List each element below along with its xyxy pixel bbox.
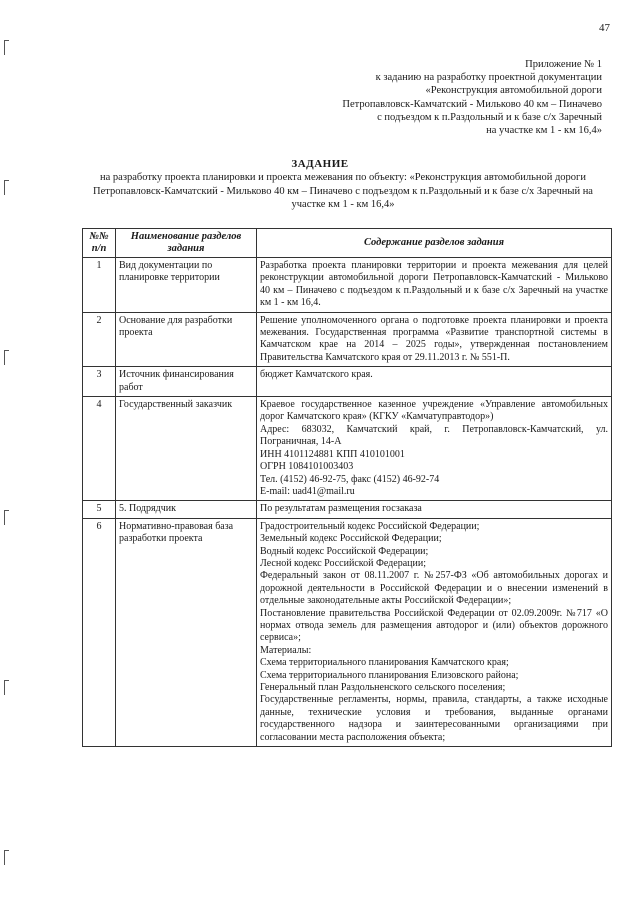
table-header-row bbox=[83, 229, 612, 258]
row-number: 2 bbox=[83, 312, 116, 367]
table-row bbox=[83, 397, 612, 501]
row-section-name: Основание для разработки проекта bbox=[116, 312, 257, 367]
row-section-name: Государственный заказчик bbox=[116, 397, 257, 501]
table-row bbox=[83, 258, 612, 313]
appendix-line: Приложение № 1 bbox=[525, 59, 602, 70]
row-number: 5 bbox=[83, 501, 116, 518]
row-section-content bbox=[257, 518, 612, 746]
content-line: Схема территориального планирования Елизовского района; bbox=[260, 669, 519, 681]
header-number: №№ п/п bbox=[83, 229, 116, 258]
row-section-name: Нормативно-правовая база разработки проекта bbox=[116, 518, 257, 746]
content-line: Разработка проекта планировки территории и проекта межевания для целей реконструкции автомобильной дороги Петропавловск-Камчатский - Мильково 40 км – Пиначево с подъездом к п.Раздольный и к базе с/х Заречный на участке км 1 - км 16,4. bbox=[260, 260, 608, 309]
appendix-line: на участке км 1 - км 16,4» bbox=[486, 125, 602, 137]
table-row bbox=[83, 501, 612, 518]
content-line: Тел. (4152) 46-92-75, факс (4152) 46-92-74 bbox=[260, 473, 440, 485]
content-line: Земельный кодекс Российской Федерации; bbox=[260, 533, 442, 545]
content-line: ОГРН 1084101003403 bbox=[260, 461, 354, 473]
row-number: 6 bbox=[83, 518, 116, 746]
page-number: 47 bbox=[599, 22, 610, 34]
content-line: Генеральный план Раздольненского сельского поселения; bbox=[260, 682, 506, 693]
row-number: 1 bbox=[83, 258, 116, 313]
table-body bbox=[83, 258, 612, 747]
row-section-name: 5. Подрядчик bbox=[116, 501, 257, 518]
content-line: Постановление правительства Российской Федерации от 02.09.2009г. №717 «О нормах отвода земель для размещения автодорог и (или) объектов дорожного сервиса»; bbox=[260, 607, 608, 644]
row-section-content bbox=[257, 367, 612, 397]
content-line: бюджет Камчатского края. bbox=[260, 369, 373, 381]
content-line: Схема территориального планирования Камчатского края; bbox=[260, 657, 509, 669]
row-section-name: Источник финансирования работ bbox=[116, 367, 257, 397]
content-line: Адрес: 683032, Камчатский край, г. Петропавловск-Камчатский, ул. Пограничная, 14-А bbox=[260, 423, 608, 448]
content-line: По результатам размещения госзаказа bbox=[260, 503, 422, 515]
row-section-name: Вид документации по планировке территории bbox=[116, 258, 257, 313]
header-section-content: Содержание разделов задания bbox=[257, 229, 612, 258]
row-number: 3 bbox=[83, 367, 116, 397]
header-section-name: Наименование разделов задания bbox=[116, 229, 257, 258]
content-line: Федеральный закон от 08.11.2007 г. №257-ФЗ «Об автомобильных дорогах и дорожной деятельности в Российской Федерации и о внесении изменений в отдельные законодательные акты Российской Федерации»; bbox=[260, 570, 608, 607]
appendix-header bbox=[272, 58, 602, 137]
content-line: Градостроительный кодекс Российской Федерации; bbox=[260, 520, 480, 532]
content-line: Решение уполномоченного органа о подготовке проекта планировки и проекта межевания. Государственная программа «Развитие транспортной системы в Камчатском крае на 2014 – 2025 годы», утвержденная постановлением Правительства Камчатского края от 29.11.2013 г. № 551-П. bbox=[260, 314, 608, 363]
content-line: ИНН 4101124881 КПП 410101001 bbox=[260, 448, 405, 460]
appendix-line: Петропавловск-Камчатский - Мильково 40 км – Пиначево bbox=[342, 98, 602, 110]
content-line: Материалы: bbox=[260, 644, 312, 656]
content-line: Лесной кодекс Российской Федерации; bbox=[260, 557, 426, 569]
row-number: 4 bbox=[83, 397, 116, 501]
content-line: E-mail: uad41@mail.ru bbox=[260, 485, 355, 497]
content-line: Водный кодекс Российской Федерации; bbox=[260, 545, 429, 557]
table-row bbox=[83, 367, 612, 397]
table-row bbox=[83, 518, 612, 746]
row-section-content bbox=[257, 258, 612, 313]
content-line: Государственные регламенты, нормы, правила, стандарты, а также исходные данные, технические условия и требования, выданные органами государственного надзора и заинтересованными организациями при согласовании места расположения объекта; bbox=[260, 694, 608, 743]
appendix-line: с подъездом к п.Раздольный и к базе с/х Заречный bbox=[377, 111, 602, 123]
appendix-line: «Реконструкция автомобильной дороги bbox=[425, 85, 602, 97]
row-section-content bbox=[257, 501, 612, 518]
content-line: Краевое государственное казенное учреждение «Управление автомобильных дорог Камчатского края» (КГКУ «Камчатуправтодор») bbox=[260, 399, 608, 423]
task-table bbox=[82, 228, 612, 747]
document-title: ЗАДАНИЕ bbox=[291, 158, 349, 170]
row-section-content bbox=[257, 397, 612, 501]
appendix-line: к заданию на разработку проектной документации bbox=[375, 72, 602, 84]
document-subtitle: на разработку проекта планировки и проекта межевания по объекту: «Реконструкция автомобильной дороги Петропавловск-Камчатский - Мильково 40 км – Пиначево с подъездом к п.Раздольный и к базе с/х Заречный на участке км 1 - км 16,4» bbox=[93, 172, 593, 210]
table-row bbox=[83, 312, 612, 367]
row-section-content bbox=[257, 312, 612, 367]
